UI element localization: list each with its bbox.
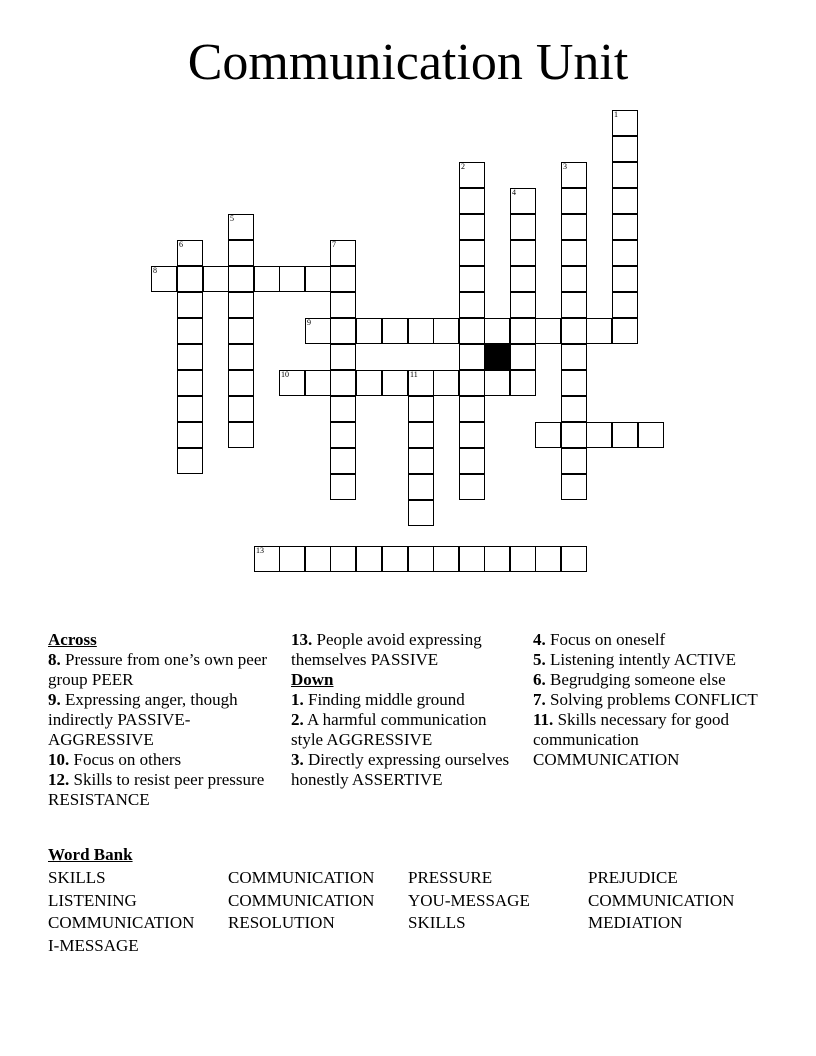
- crossword-cell[interactable]: [177, 240, 203, 266]
- crossword-cell[interactable]: [612, 214, 638, 240]
- clue-num: 5.: [533, 650, 546, 669]
- word-bank-item: COMMUNICATION: [228, 868, 375, 887]
- word-bank-item: PREJUDICE: [588, 868, 678, 887]
- clue-number: 1: [614, 110, 618, 119]
- crossword-cell[interactable]: [305, 370, 331, 396]
- crossword-cell[interactable]: [433, 546, 459, 572]
- clue-text: Listening intently ACTIVE: [545, 650, 737, 669]
- word-bank-heading: Word Bank: [48, 845, 133, 864]
- crossword-cell[interactable]: [561, 546, 587, 572]
- crossword-cell[interactable]: [330, 396, 356, 422]
- page-title: Communication Unit: [187, 34, 629, 91]
- crossword-cell[interactable]: [356, 370, 382, 396]
- clue-text: Pressure from one’s own peer group PEER: [48, 650, 268, 689]
- crossword-cell[interactable]: [305, 266, 331, 292]
- crossword-cell[interactable]: [510, 240, 536, 266]
- clue-num: 11.: [533, 710, 554, 729]
- crossword-cell[interactable]: [330, 240, 356, 266]
- clue-text: Focus on others: [69, 750, 182, 769]
- crossword-cell[interactable]: [228, 422, 254, 448]
- crossword-cell[interactable]: [510, 546, 536, 572]
- crossword-cell[interactable]: [330, 422, 356, 448]
- down-clue-list-continued: [533, 630, 763, 770]
- crossword-cell[interactable]: [561, 240, 587, 266]
- crossword-cell[interactable]: [459, 344, 485, 370]
- word-bank-item: PRESSURE: [408, 868, 493, 887]
- crossword-cell[interactable]: [408, 546, 434, 572]
- crossword-cell[interactable]: [561, 422, 587, 448]
- crossword-cell[interactable]: [382, 370, 408, 396]
- crossword-cell[interactable]: [408, 370, 434, 396]
- crossword-cell[interactable]: [408, 448, 434, 474]
- clue-num: 9.: [48, 690, 61, 709]
- crossword-cell[interactable]: [535, 422, 561, 448]
- down-heading: Down: [291, 670, 334, 689]
- crossword-cell[interactable]: [356, 546, 382, 572]
- clue-num: 7.: [533, 690, 546, 709]
- crossword-cell[interactable]: [459, 266, 485, 292]
- clue: [291, 710, 521, 750]
- crossword-cell[interactable]: [228, 318, 254, 344]
- crossword-cell[interactable]: [279, 546, 305, 572]
- crossword-cell[interactable]: [484, 546, 510, 572]
- crossword-cell[interactable]: [151, 266, 177, 292]
- crossword-cell[interactable]: [459, 422, 485, 448]
- crossword-cell[interactable]: [510, 292, 536, 318]
- clues-column-2: [291, 630, 521, 790]
- crossword-cell[interactable]: [279, 370, 305, 396]
- clue: [48, 690, 278, 750]
- crossword-cell[interactable]: [177, 318, 203, 344]
- crossword-cell[interactable]: [228, 266, 254, 292]
- clue-number: 6: [179, 240, 183, 249]
- across-heading: Across: [48, 630, 97, 649]
- crossword-cell[interactable]: [561, 188, 587, 214]
- crossword-cell[interactable]: [612, 318, 638, 344]
- crossword-cell[interactable]: [433, 370, 459, 396]
- crossword-cell[interactable]: [459, 240, 485, 266]
- crossword-cell[interactable]: [203, 266, 229, 292]
- crossword-cell[interactable]: [612, 188, 638, 214]
- clue-num: 4.: [533, 630, 546, 649]
- clue: [533, 650, 763, 670]
- clues-column-3: [533, 630, 763, 770]
- word-bank-item: COMMUNICATION: [48, 913, 195, 932]
- crossword-cell[interactable]: [612, 240, 638, 266]
- clue-text: Skills to resist peer pressure RESISTANCE: [48, 770, 265, 809]
- crossword-cell[interactable]: [561, 266, 587, 292]
- clue-num: 3.: [291, 750, 304, 769]
- crossword-cell[interactable]: [408, 474, 434, 500]
- clue-text: Focus on oneself: [545, 630, 666, 649]
- clue: [291, 630, 521, 670]
- crossword-cell[interactable]: [586, 318, 612, 344]
- crossword-cell[interactable]: [459, 546, 485, 572]
- clue-num: 8.: [48, 650, 61, 669]
- clue-text: Begrudging someone else: [545, 670, 726, 689]
- crossword-cell[interactable]: [330, 448, 356, 474]
- crossword-cell[interactable]: [638, 422, 664, 448]
- clue-text: Directly expressing ourselves honestly ASSERTIVE: [291, 750, 510, 789]
- crossword-cell[interactable]: [459, 162, 485, 188]
- crossword-cell[interactable]: [330, 474, 356, 500]
- crossword-cell[interactable]: [561, 448, 587, 474]
- clue-number: 5: [230, 214, 234, 223]
- crossword-cell[interactable]: [459, 318, 485, 344]
- crossword-cell[interactable]: [561, 370, 587, 396]
- crossword-cell[interactable]: [433, 318, 459, 344]
- crossword-cell[interactable]: [561, 396, 587, 422]
- word-bank-item: SKILLS: [48, 868, 106, 887]
- clue-text: People avoid expressing themselves PASSIVE: [291, 630, 482, 669]
- crossword-cell[interactable]: [330, 318, 356, 344]
- crossword-cell[interactable]: [535, 318, 561, 344]
- clue: [291, 750, 521, 790]
- crossword-cell[interactable]: [177, 370, 203, 396]
- crossword-cell[interactable]: [356, 318, 382, 344]
- crossword-cell[interactable]: [228, 240, 254, 266]
- crossword-cell[interactable]: [279, 266, 305, 292]
- word-bank-item: YOU-MESSAGE: [408, 890, 530, 910]
- clue: [533, 670, 763, 690]
- crossword-cell[interactable]: [459, 448, 485, 474]
- clue-num: 1.: [291, 690, 304, 709]
- crossword-black-cell: [484, 344, 510, 370]
- crossword-cell[interactable]: [177, 396, 203, 422]
- crossword-cell[interactable]: [382, 318, 408, 344]
- crossword-cell[interactable]: [612, 292, 638, 318]
- crossword-cell[interactable]: [459, 292, 485, 318]
- word-bank-item: MEDIATION: [588, 913, 683, 932]
- crossword-cell[interactable]: [612, 136, 638, 162]
- clue-num: 12.: [48, 770, 70, 789]
- crossword-cell[interactable]: [459, 474, 485, 500]
- crossword-cell[interactable]: [459, 370, 485, 396]
- crossword-cell[interactable]: [330, 266, 356, 292]
- crossword-cell[interactable]: [408, 500, 434, 526]
- crossword-cell[interactable]: [177, 448, 203, 474]
- clue-number: 4: [512, 188, 516, 197]
- clue-num: 10.: [48, 750, 70, 769]
- crossword-cell[interactable]: [177, 292, 203, 318]
- clue: [533, 630, 763, 650]
- crossword-cell[interactable]: [561, 318, 587, 344]
- clue-number: 8: [153, 266, 157, 275]
- crossword-cell[interactable]: [228, 344, 254, 370]
- clue-number: 9: [307, 318, 311, 327]
- crossword-cell[interactable]: [561, 162, 587, 188]
- word-bank-item: LISTENING: [48, 890, 137, 910]
- clue-text: Solving problems CONFLICT: [545, 690, 758, 709]
- crossword-cell[interactable]: [382, 546, 408, 572]
- crossword-cell[interactable]: [612, 162, 638, 188]
- clue: [533, 710, 763, 770]
- crossword-cell[interactable]: [612, 110, 638, 136]
- crossword-cell[interactable]: [408, 396, 434, 422]
- crossword-cell[interactable]: [535, 546, 561, 572]
- across-clue-list-continued: [291, 630, 521, 670]
- clue-number: 11: [410, 370, 418, 379]
- crossword-cell[interactable]: [510, 318, 536, 344]
- crossword-cell[interactable]: [305, 318, 331, 344]
- crossword-cell[interactable]: [510, 344, 536, 370]
- crossword-cell[interactable]: [459, 214, 485, 240]
- word-bank-item: RESOLUTION: [228, 913, 335, 932]
- down-clue-list: [291, 690, 521, 790]
- crossword-cell[interactable]: [228, 396, 254, 422]
- clue-num: 6.: [533, 670, 546, 689]
- crossword-cell[interactable]: [305, 546, 331, 572]
- crossword-cell[interactable]: [459, 188, 485, 214]
- crossword-cell[interactable]: [330, 370, 356, 396]
- clue-text: Finding middle ground: [303, 690, 465, 709]
- crossword-cell[interactable]: [561, 214, 587, 240]
- crossword-cell[interactable]: [408, 422, 434, 448]
- clue: [291, 690, 521, 710]
- clue-number: 10: [281, 370, 289, 379]
- crossword-cell[interactable]: [330, 344, 356, 370]
- crossword-cell[interactable]: [330, 546, 356, 572]
- clue-number: 7: [332, 240, 336, 249]
- crossword-cell[interactable]: [586, 422, 612, 448]
- across-clue-list: [48, 650, 278, 810]
- word-bank-item: COMMUNICATION: [228, 890, 375, 910]
- clue: [48, 770, 278, 810]
- crossword-cell[interactable]: [459, 396, 485, 422]
- crossword-cell[interactable]: [254, 546, 280, 572]
- clue-num: 13.: [291, 630, 313, 649]
- crossword-cell[interactable]: [484, 318, 510, 344]
- clue-num: 2.: [291, 710, 304, 729]
- clue-number: 2: [461, 162, 465, 171]
- crossword-cell[interactable]: [510, 266, 536, 292]
- clue: [48, 650, 278, 690]
- clue-text: Expressing anger, though indirectly PASSIVE-AGGRESSIVE: [48, 690, 238, 749]
- crossword-cell[interactable]: [177, 422, 203, 448]
- crossword-cell[interactable]: [177, 344, 203, 370]
- crossword-cell[interactable]: [561, 292, 587, 318]
- clues-column-1: [48, 630, 278, 810]
- clue-number: 3: [563, 162, 567, 171]
- crossword-cell[interactable]: [228, 214, 254, 240]
- crossword-cell[interactable]: [561, 344, 587, 370]
- clue: [533, 690, 763, 710]
- crossword-cell[interactable]: [408, 318, 434, 344]
- crossword-cell[interactable]: [330, 292, 356, 318]
- crossword-cell[interactable]: [177, 266, 203, 292]
- word-bank-item: COMMUNICATION: [588, 890, 735, 910]
- crossword-cell[interactable]: [510, 214, 536, 240]
- crossword-cell[interactable]: [510, 188, 536, 214]
- word-bank-item: SKILLS: [408, 913, 466, 932]
- clue-text: A harmful communication style AGGRESSIVE: [291, 710, 487, 749]
- crossword-cell[interactable]: [510, 370, 536, 396]
- crossword-cell[interactable]: [228, 370, 254, 396]
- crossword-cell[interactable]: [228, 292, 254, 318]
- clue-number: 13: [256, 546, 264, 555]
- clue-text: Skills necessary for good communication COMMUNICATION: [533, 710, 729, 769]
- crossword-cell[interactable]: [254, 266, 280, 292]
- clue: [48, 750, 278, 770]
- word-bank-item: I-MESSAGE: [48, 935, 139, 955]
- crossword-cell[interactable]: [612, 266, 638, 292]
- crossword-cell[interactable]: [561, 474, 587, 500]
- crossword-cell[interactable]: [484, 370, 510, 396]
- crossword-cell[interactable]: [612, 422, 638, 448]
